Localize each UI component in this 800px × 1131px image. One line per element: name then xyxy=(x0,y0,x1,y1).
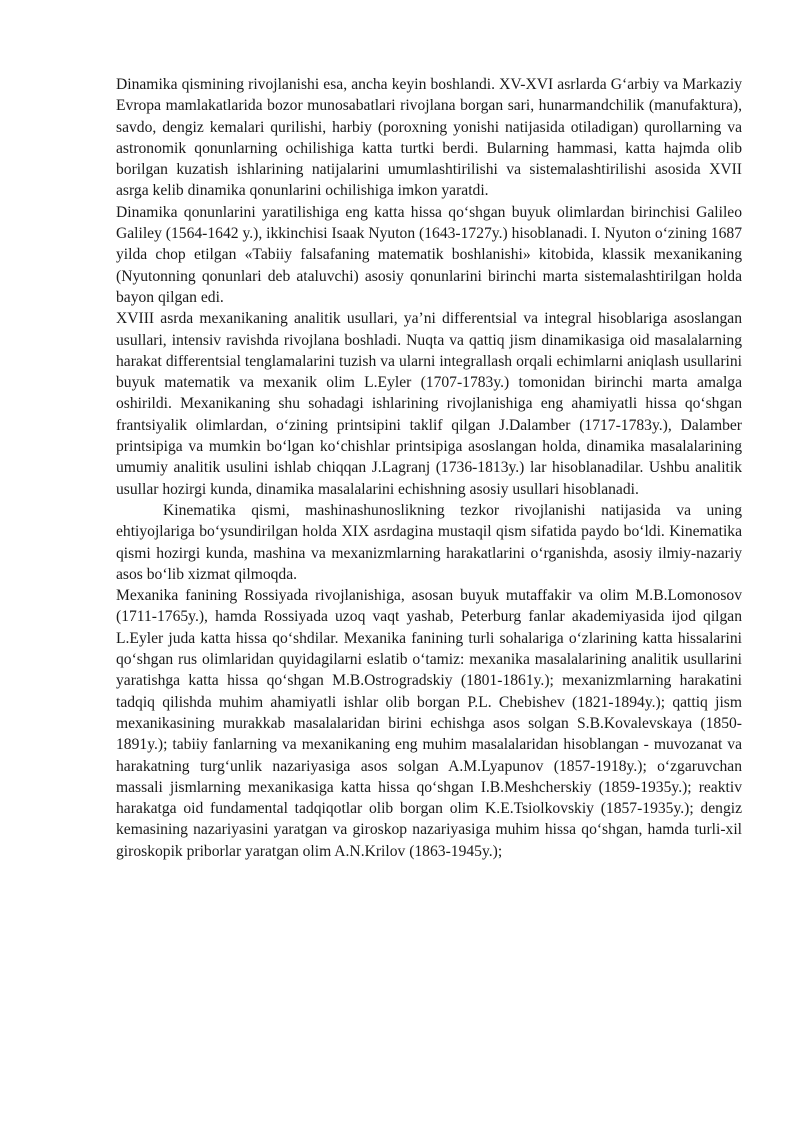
paragraph-dynamics-history: Dinamika qismining rivojlanishi esa, ancha keyin boshlandi. XV-XVI asrlarda G‘arbiy va Markaziy Evropa mamlakatlarida bozor munosabatlari rivojlana borgan sari, hunarmandchilik (manufaktura), savdo, dengiz kemalari qurilishi, harbiy (poroxning yonishi natijasida otiladigan) qurollarning va astronomik qonunlarning ochilishiga katta turtki berdi. Bularning hammasi, katta hajmda olib borilgan kuzatish ishlarining natijalarini umumlashtirilishi va sistemalashtirilishi asosida XVII asrga kelib dinamika qonunlarini ochilishiga imkon yaratdi. xyxy=(116,76,742,200)
paragraph-kinematics: Kinematika qismi, mashinashunoslikning tezkor rivojlanishi natijasida va uning ehtiyojlariga bo‘ysundirilgan holda XIX asrdagina mustaqil qism sifatida paydo bo‘ldi. Kinematika qismi hozirgi kunda, mashina va mexanizmlarning harakatlarini o‘rganishda, asosiy ilmiy-nazariy asos bo‘lib xizmat qilmoqda. xyxy=(116,501,742,583)
document-page xyxy=(116,74,742,862)
paragraph-dynamics-laws: Dinamika qonunlarini yaratilishiga eng katta hissa qo‘shgan buyuk olimlardan birinchisi Galileo Galiley (1564-1642 y.), ikkinchisi Isaak Nyuton (1643-1727y.) hisoblanadi. I. Nyuton o‘zining 1687 yilda chop etilgan «Tabiiy falsafaning matematik boshlanishi» kitobida, klassik mexanikaning (Nyutonning qonunlari deb ataluvchi) asosiy qonunlarini birinchi marta sistemalashtirilgan holda bayon qilgan edi. xyxy=(116,203,742,306)
paragraph-analytic-methods: XVIII asrda mexanikaning analitik usullari, ya’ni differentsial va integral hisoblariga asoslangan usullari, intensiv ravishda rivojlana boshladi. Nuqta va qattiq jism dinamikasiga oid masalalarning harakat differentsial tenglamalarini tuzish va ularni integrallash orqali echimlarni aniqlash usullarini buyuk matematik va mexanik olim L.Eyler (1707-1783y.) tomonidan birinchi marta amalga oshirildi. Mexanikaning shu sohadagi ishlarining rivojlanishiga eng ahamiyatli hissa qo‘shgan frantsiyalik olimlardan, o‘zining printsipini taklif qilgan J.Dalamber (1717-1783y.), Dalamber printsipiga va mumkin bo‘lgan ko‘chishlar printsipiga asoslangan holda, dinamika masalalarining umumiy analitik usulini ishlab chiqqan J.Lagranj (1736-1813y.) lar hisoblanadilar. Ushbu analitik usullar hozirgi kunda, dinamika masalalarini echishning asosiy usullari hisoblanadi. xyxy=(116,310,742,498)
paragraph-russian-mechanics: Mexanika fanining Rossiyada rivojlanishiga, asosan buyuk mutaffakir va olim M.B.Lomonosov (1711-1765y.), hamda Rossiyada uzoq vaqt yashab, Peterburg fanlar akademiyasida ijod qilgan L.Eyler juda katta hissa qo‘shdilar. Mexanika fanining turli sohalariga o‘zlarining katta hissalarini qo‘shgan rus olimlaridan quyidagilarni eslatib o‘tamiz: mexanika masalalarining analitik usullarini yaratishga katta hissa qo‘shgan M.B.Ostrogradskiy (1801-1861y.); mexanizmlarning harakatini tadqiq qilishda muhim ahamiyatli ishlar olib borgan P.L. Chebishev (1821-1894y.); qattiq jism mexanikasining murakkab masalalaridan birini echishga asos solgan S.B.Kovalevskaya (1850-1891y.); tabiiy fanlarning va mexanikaning eng muhim masalalaridan hisoblangan - muvozanat va harakatning turg‘unlik nazariyasiga asos solgan A.M.Lyapunov (1857-1918y.); o‘zgaruvchan massali jismlarning mexanikasiga katta hissa qo‘shgan I.B.Meshcherskiy (1859-1935y.); reaktiv harakatga oid fundamental tadqiqotlar olib borgan olim K.E.Tsiolkovskiy (1857-1935y.); dengiz kemasining nazariyasini yaratgan va giroskop nazariyasiga muhim hissa qo‘shgan, hamda turli-xil giroskopik priborlar yaratgan olim A.N.Krilov (1863-1945y.); xyxy=(116,587,742,860)
